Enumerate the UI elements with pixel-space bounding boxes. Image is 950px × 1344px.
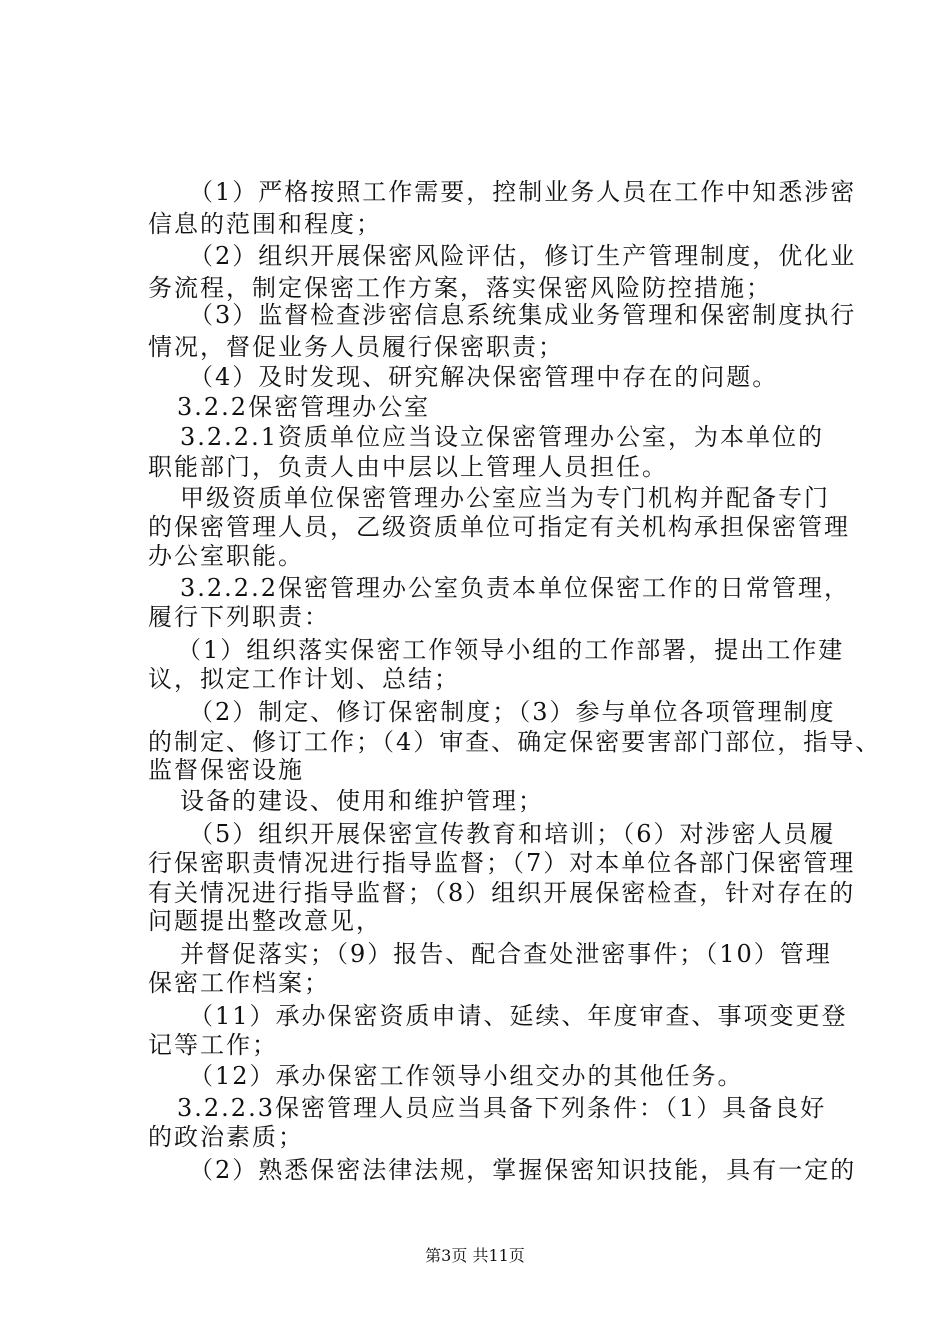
text-line: 议，拟定工作计划、总结；	[148, 665, 460, 693]
text-line: （1）组织落实保密工作领导小组的工作部署，提出工作建	[177, 636, 845, 664]
text-line: 并督促落实；（9）报告、配合查处泄密事件；（10）管理	[180, 940, 832, 968]
text-line: （2）熟悉保密法律法规，掌握保密知识技能，具有一定的	[189, 1156, 857, 1184]
text-line: 信息的范围和程度；	[148, 210, 382, 238]
text-line: 情况，督促业务人员履行保密职责；	[148, 333, 564, 361]
section-heading: 3.2.2保密管理办公室	[177, 393, 431, 421]
text-line: （5）组织开展保密宣传教育和培训；（6）对涉密人员履	[189, 820, 836, 848]
text-line: （2）组织开展保密风险评估，修订生产管理制度，优化业	[189, 242, 857, 270]
text-line: 履行下列职责：	[148, 603, 330, 631]
text-line: （2）制定、修订保密制度；（3）参与单位各项管理制度	[189, 698, 836, 726]
text-line: 设备的建设、使用和维护管理；	[180, 787, 544, 815]
text-line: （4）及时发现、研究解决保密管理中存在的问题。	[189, 363, 779, 391]
text-line: 的保密管理人员，乙级资质单位可指定有关机构承担保密管理	[148, 513, 850, 541]
text-line: 有关情况进行指导监督；（8）组织开展保密检查，针对存在的	[148, 879, 856, 907]
text-line: 职能部门，负责人由中层以上管理人员担任。	[148, 453, 668, 481]
text-line: 的政治素质；	[148, 1123, 304, 1151]
text-line: 保密工作档案；	[148, 969, 330, 997]
text-line: （12）承办保密工作领导小组交办的其他任务。	[189, 1062, 744, 1090]
text-line: 监督保密设施	[148, 756, 304, 784]
text-line: （11）承办保密资质申请、延续、年度审查、事项变更登	[189, 1002, 848, 1030]
text-line: （1）严格按照工作需要，控制业务人员在工作中知悉涉密	[189, 178, 857, 206]
text-line: 务流程，制定保密工作方案，落实保密风险防控措施；	[148, 274, 772, 302]
text-line: 的制定、修订工作；（4）审查、确定保密要害部门部位，指导、	[148, 728, 882, 756]
text-line: 办公室职能。	[148, 542, 304, 570]
text-line: （3）监督检查涉密信息系统集成业务管理和保密制度执行	[189, 301, 857, 329]
page-number-footer: 第3页 共11页	[425, 1246, 525, 1265]
text-line: 甲级资质单位保密管理办公室应当为专门机构并配备专门	[180, 484, 830, 512]
text-line: 3.2.2.1资质单位应当设立保密管理办公室，为本单位的	[180, 423, 824, 451]
text-line: 问题提出整改意见，	[148, 907, 382, 935]
text-line: 记等工作；	[148, 1031, 278, 1059]
text-line: 3.2.2.2保密管理办公室负责本单位保密工作的日常管理，	[180, 574, 850, 602]
text-line: 3.2.2.3保密管理人员应当具备下列条件：（1）具备良好	[177, 1094, 827, 1122]
text-line: 行保密职责情况进行指导监督；（7）对本单位各部门保密管理	[148, 849, 856, 877]
